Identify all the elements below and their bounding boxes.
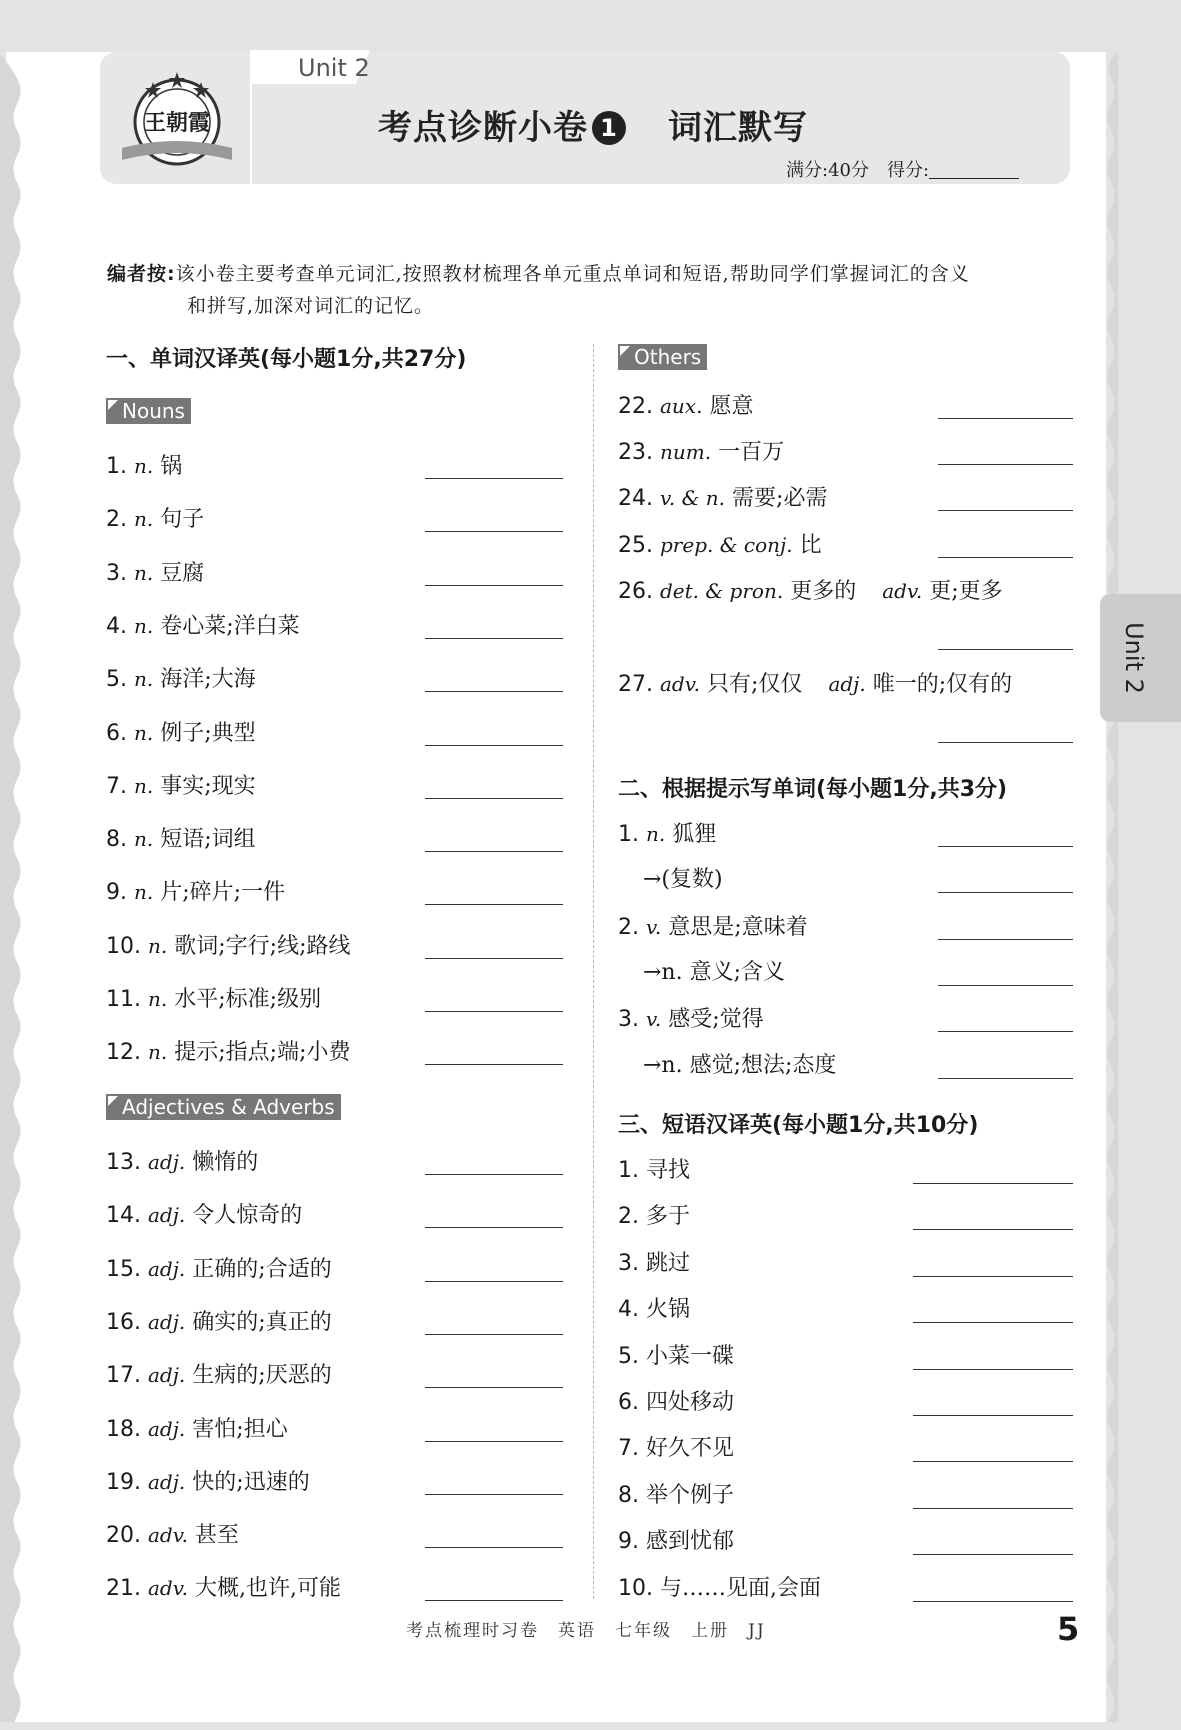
answer-blank[interactable] <box>913 1183 1073 1184</box>
item-text: 正确的;合适的 <box>192 1257 332 1282</box>
question-item <box>618 1482 734 1510</box>
part-of-speech: n. <box>148 1040 168 1064</box>
part-of-speech: adv. <box>660 672 701 696</box>
part-of-speech: n. <box>134 774 154 798</box>
item-text: 寻找 <box>646 1158 691 1183</box>
item-number: 3. <box>618 1251 639 1276</box>
item-text: 多于 <box>646 1204 691 1229</box>
answer-blank[interactable] <box>425 1227 563 1228</box>
item-text: 例子;典型 <box>160 721 256 746</box>
item-text: 片;碎片;一件 <box>160 880 286 905</box>
answer-blank[interactable] <box>938 510 1073 511</box>
answer-blank[interactable] <box>425 745 563 746</box>
item-text: 小菜一碟 <box>646 1344 735 1369</box>
item-number: 9. <box>618 1529 639 1554</box>
part-of-speech: adj. <box>148 1150 186 1174</box>
item-text: 与……见面,会面 <box>660 1576 821 1601</box>
item-number: 19. <box>106 1470 141 1495</box>
question-item <box>618 1343 734 1371</box>
part-of-speech: n. <box>134 880 154 904</box>
answer-blank[interactable] <box>425 851 563 852</box>
item-text: 唯一的;仅有的 <box>872 672 1013 697</box>
item-text: 生病的;厌恶的 <box>192 1363 332 1388</box>
unit-label: Unit 2 <box>298 54 370 82</box>
item-number: 11. <box>106 987 141 1012</box>
part-of-speech: n. <box>646 822 666 846</box>
question-item <box>106 1255 332 1284</box>
item-number: 25. <box>618 533 653 558</box>
item-number: 4. <box>106 614 127 639</box>
footer-text: 考点梳理时习卷 英语 七年级 上册 JJ <box>406 1621 766 1641</box>
item-text: 需要;必需 <box>732 486 828 511</box>
answer-blank[interactable] <box>425 1547 563 1548</box>
part-of-speech: num. <box>660 440 712 464</box>
question-item <box>106 1201 302 1230</box>
question-item <box>106 1308 332 1337</box>
question-item <box>618 1389 734 1417</box>
answer-blank[interactable] <box>913 1229 1073 1230</box>
answer-blank[interactable] <box>425 1011 563 1012</box>
item-number: 3. <box>106 561 127 586</box>
item-number: 8. <box>106 827 127 852</box>
part-of-speech: n. <box>134 667 154 691</box>
part-of-speech: adv. <box>882 579 923 603</box>
part-of-speech: adj. <box>148 1470 186 1494</box>
item-number: 15. <box>106 1257 141 1282</box>
part-of-speech: n. <box>134 827 154 851</box>
question-item <box>106 719 256 748</box>
page-title: 考点诊断小卷 1 词汇默写 <box>378 108 808 148</box>
badge-nouns: Nouns <box>106 398 191 424</box>
question-item <box>618 1296 690 1324</box>
item-text: 更;更多 <box>929 579 1003 604</box>
part-of-speech: n. <box>134 507 154 531</box>
question-item <box>106 878 285 907</box>
answer-blank[interactable] <box>938 418 1073 419</box>
item-text: 好久不见 <box>646 1436 735 1461</box>
item-number: 21. <box>106 1576 141 1601</box>
item-text: →n. 感觉;想法;态度 <box>643 1053 837 1078</box>
answer-blank[interactable] <box>938 892 1073 893</box>
part-of-speech: n. <box>148 934 168 958</box>
answer-blank[interactable] <box>425 1334 563 1335</box>
answer-blank[interactable] <box>913 1369 1073 1370</box>
item-text: 句子 <box>160 507 205 532</box>
part-of-speech: n. <box>134 454 154 478</box>
item-text: 四处移动 <box>646 1390 735 1415</box>
item-number: 2. <box>618 915 639 940</box>
item-number: 5. <box>106 667 127 692</box>
answer-blank[interactable] <box>425 798 563 799</box>
answer-blank[interactable] <box>425 1441 563 1442</box>
part-of-speech: prep. & conj. <box>660 533 793 557</box>
question-item <box>106 932 351 961</box>
question-item <box>618 438 784 467</box>
answer-blank[interactable] <box>913 1415 1073 1416</box>
item-text: 懒惰的 <box>192 1150 259 1175</box>
question-item <box>106 452 182 481</box>
question-item <box>618 1005 764 1034</box>
part-of-speech: adj. <box>148 1417 186 1441</box>
question-item <box>618 913 808 942</box>
answer-blank[interactable] <box>425 691 563 692</box>
section1-title: 一、单词汉译英(每小题1分,共27分) <box>106 347 467 372</box>
score-line: 满分:40分 得分: <box>786 156 1019 182</box>
answer-blank[interactable] <box>938 1078 1073 1079</box>
question-item <box>618 484 827 513</box>
item-number: 27. <box>618 672 653 697</box>
question-item <box>643 959 785 987</box>
part-of-speech: v. & n. <box>660 486 726 510</box>
item-number: 9. <box>106 880 127 905</box>
item-text: 海洋;大海 <box>160 667 256 692</box>
item-text: 确实的;真正的 <box>192 1310 332 1335</box>
answer-blank[interactable] <box>913 1276 1073 1277</box>
wavy-border-right <box>1092 52 1118 1722</box>
question-item <box>106 665 256 694</box>
answer-blank[interactable] <box>913 1322 1073 1323</box>
question-item <box>106 505 204 534</box>
part-of-speech: n. <box>134 721 154 745</box>
item-number: 13. <box>106 1150 141 1175</box>
answer-blank[interactable] <box>425 904 563 905</box>
answer-blank[interactable] <box>425 1281 563 1282</box>
question-item <box>618 1575 821 1603</box>
question-item <box>618 1157 690 1185</box>
question-item <box>618 1250 690 1278</box>
answer-blank[interactable] <box>938 1031 1073 1032</box>
question-item <box>618 820 716 849</box>
item-number: 24. <box>618 486 653 511</box>
answer-blank[interactable] <box>425 1600 563 1601</box>
answer-blank[interactable] <box>425 585 563 586</box>
item-number: 1. <box>106 454 127 479</box>
answer-blank[interactable] <box>425 1064 563 1065</box>
part-of-speech: aux. <box>660 394 703 418</box>
item-text: 豆腐 <box>160 561 205 586</box>
item-text: 歌词;字行;线;路线 <box>174 934 351 959</box>
publisher-logo <box>118 64 236 172</box>
item-text: 令人惊奇的 <box>192 1203 303 1228</box>
item-number: 17. <box>106 1363 141 1388</box>
answer-blank[interactable] <box>425 531 563 532</box>
item-text: 更多的 <box>790 579 857 604</box>
part-of-speech: adv. <box>148 1523 189 1547</box>
answer-blank[interactable] <box>913 1601 1073 1602</box>
answer-blank[interactable] <box>425 1174 563 1175</box>
question-item <box>106 825 256 854</box>
part-of-speech: adj. <box>148 1363 186 1387</box>
page-number: 5 <box>1057 1610 1080 1648</box>
item-text: 举个例子 <box>646 1483 735 1508</box>
part-of-speech: n. <box>148 987 168 1011</box>
column-divider <box>593 344 594 1599</box>
item-text: 感到忧郁 <box>646 1529 735 1554</box>
item-text: 意思是;意味着 <box>668 915 808 940</box>
part-of-speech: n. <box>134 614 154 638</box>
answer-blank[interactable] <box>938 649 1073 650</box>
answer-blank[interactable] <box>425 1494 563 1495</box>
question-item <box>106 1521 239 1550</box>
item-text: 愿意 <box>709 394 754 419</box>
question-item <box>106 1468 310 1497</box>
question-item <box>106 612 300 641</box>
item-number: 5. <box>618 1344 639 1369</box>
item-number: 7. <box>106 774 127 799</box>
question-item <box>106 1574 341 1603</box>
item-text: 事实;现实 <box>160 774 256 799</box>
question-item <box>618 392 753 421</box>
part-of-speech: adj. <box>148 1203 186 1227</box>
item-text: 感受;觉得 <box>668 1007 764 1032</box>
question-item <box>106 1038 351 1067</box>
part-of-speech: v. <box>646 915 662 939</box>
item-number: 1. <box>618 1158 639 1183</box>
badge-others: Others <box>618 344 707 370</box>
item-number: 2. <box>106 507 127 532</box>
item-number: 23. <box>618 440 653 465</box>
question-item <box>106 1361 332 1390</box>
question-item <box>618 577 1003 606</box>
item-text: 跳过 <box>646 1251 691 1276</box>
item-text: 甚至 <box>195 1523 240 1548</box>
item-text: 害怕;担心 <box>192 1417 288 1442</box>
question-item <box>618 1528 734 1556</box>
question-item <box>618 1435 734 1463</box>
question-item <box>618 1203 690 1231</box>
item-text: 提示;指点;端;小费 <box>174 1040 351 1065</box>
answer-blank[interactable] <box>913 1461 1073 1462</box>
section2-title: 二、根据提示写单词(每小题1分,共3分) <box>618 777 1008 802</box>
answer-blank[interactable] <box>913 1554 1073 1555</box>
answer-blank[interactable] <box>425 1387 563 1388</box>
side-unit-tab: Unit 2 <box>1100 594 1181 722</box>
item-text: 水平;标准;级别 <box>174 987 322 1012</box>
score-blank[interactable] <box>929 160 1019 179</box>
item-number: 18. <box>106 1417 141 1442</box>
item-number: 1. <box>618 822 639 847</box>
part-of-speech: adj. <box>148 1257 186 1281</box>
question-item <box>106 559 204 588</box>
section3-title: 三、短语汉译英(每小题1分,共10分) <box>618 1113 979 1138</box>
answer-blank[interactable] <box>425 478 563 479</box>
badge-adjectives-adverbs: Adjectives & Adverbs <box>106 1094 341 1120</box>
answer-blank[interactable] <box>938 464 1073 465</box>
answer-blank[interactable] <box>425 638 563 639</box>
question-item <box>643 1052 836 1080</box>
part-of-speech: n. <box>134 561 154 585</box>
item-number: 6. <box>106 721 127 746</box>
answer-blank[interactable] <box>938 742 1073 743</box>
answer-blank[interactable] <box>938 557 1073 558</box>
part-of-speech: det. & pron. <box>660 579 784 603</box>
item-number: 8. <box>618 1483 639 1508</box>
item-text: 狐狸 <box>672 822 717 847</box>
item-number: 12. <box>106 1040 141 1065</box>
item-number: 20. <box>106 1523 141 1548</box>
question-item <box>106 772 256 801</box>
answer-blank[interactable] <box>425 958 563 959</box>
part-of-speech: v. <box>646 1007 662 1031</box>
item-text: 火锅 <box>646 1297 691 1322</box>
header-banner <box>100 52 1070 184</box>
title-number-badge: 1 <box>592 111 626 145</box>
part-of-speech: adj. <box>148 1310 186 1334</box>
question-item <box>618 531 822 560</box>
answer-blank[interactable] <box>938 985 1073 986</box>
item-text: 卷心菜;洋白菜 <box>160 614 300 639</box>
question-item <box>106 985 321 1014</box>
item-number: 3. <box>618 1007 639 1032</box>
editor-note: 编者按:该小卷主要考查单元词汇,按照教材梳理各单元重点单词和短语,帮助同学们掌握词汇的含义 和拼写,加深对词汇的记忆。 <box>107 263 970 317</box>
question-item <box>106 1148 258 1177</box>
item-number: 22. <box>618 394 653 419</box>
question-item <box>106 1415 288 1444</box>
item-number: 4. <box>618 1297 639 1322</box>
item-text: 锅 <box>160 454 183 479</box>
item-text: 大概,也许,可能 <box>195 1576 342 1601</box>
item-number: 10. <box>618 1576 653 1601</box>
answer-blank[interactable] <box>913 1508 1073 1509</box>
item-text: →n. 意义;含义 <box>643 960 786 985</box>
item-text: 一百万 <box>718 440 785 465</box>
logo-text: 王朝霞 <box>143 110 211 136</box>
wavy-border-left <box>0 52 24 1722</box>
item-number: 14. <box>106 1203 141 1228</box>
answer-blank[interactable] <box>938 939 1073 940</box>
item-text: 快的;迅速的 <box>192 1470 310 1495</box>
item-text: 短语;词组 <box>160 827 256 852</box>
header-divider <box>250 52 252 184</box>
item-number: 7. <box>618 1436 639 1461</box>
item-number: 6. <box>618 1390 639 1415</box>
item-text: 只有;仅仅 <box>707 672 803 697</box>
item-number: 10. <box>106 934 141 959</box>
answer-blank[interactable] <box>938 846 1073 847</box>
item-number: 16. <box>106 1310 141 1335</box>
item-number: 2. <box>618 1204 639 1229</box>
question-item <box>618 670 1012 699</box>
part-of-speech: adv. <box>148 1576 189 1600</box>
item-text: 比 <box>799 533 822 558</box>
part-of-speech: adj. <box>828 672 866 696</box>
item-text: →(复数) <box>643 867 723 892</box>
question-item <box>643 866 723 894</box>
item-number: 26. <box>618 579 653 604</box>
